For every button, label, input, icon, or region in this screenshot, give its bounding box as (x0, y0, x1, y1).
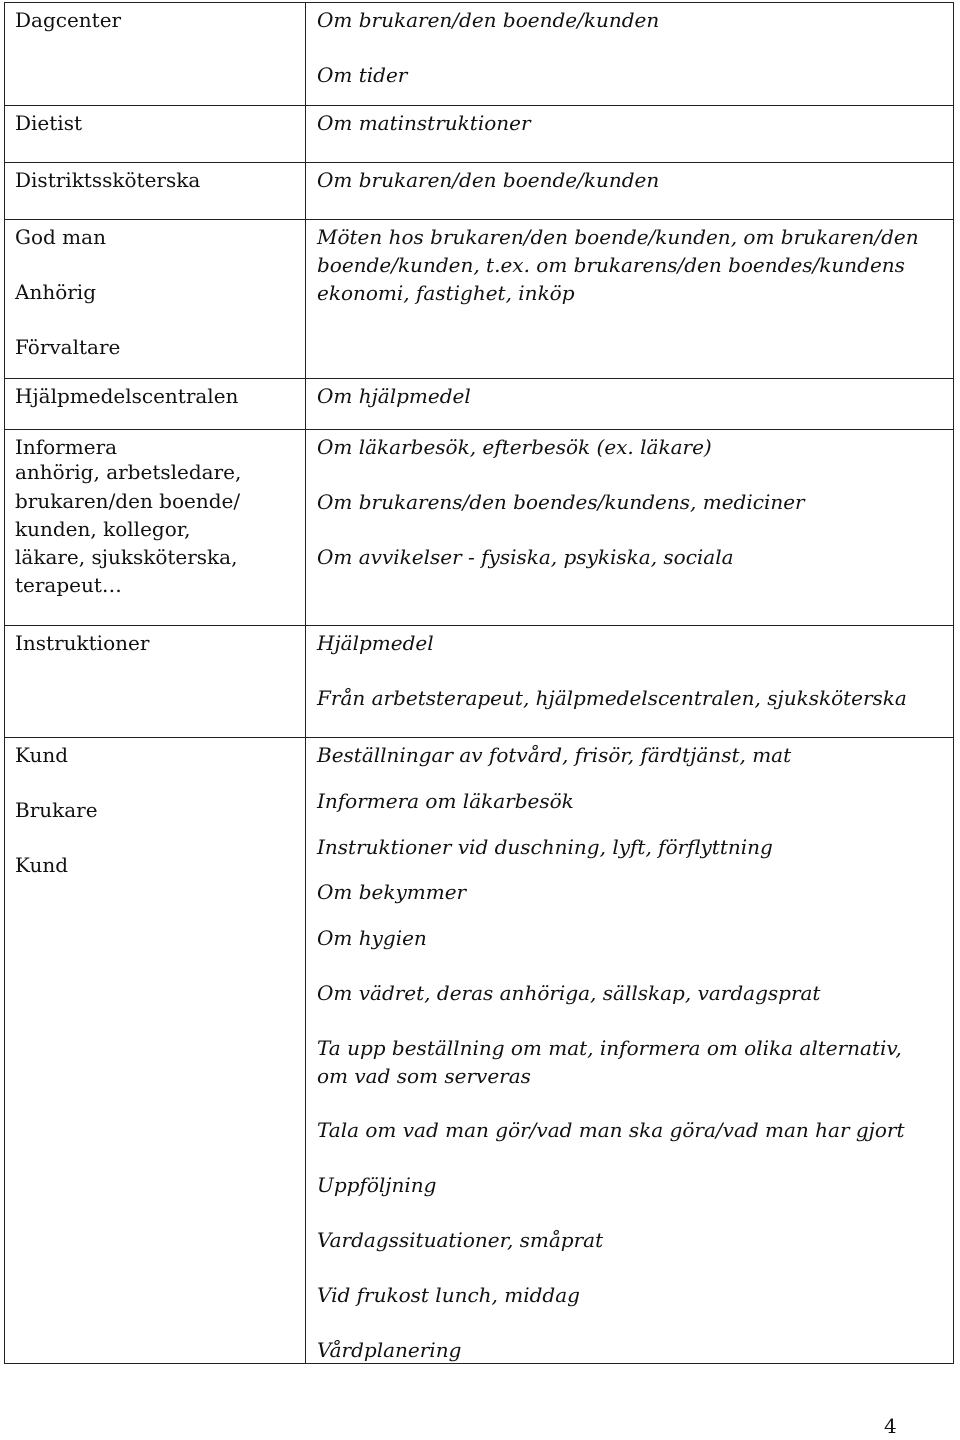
left-cell (5, 626, 306, 738)
left-cell (5, 379, 306, 430)
cell-text: Vårdplanering (317, 1338, 462, 1362)
table-row (5, 626, 954, 738)
left-cell (5, 738, 306, 1364)
table-row (5, 738, 954, 1364)
cell-text: läkare, sjuksköterska, (15, 545, 238, 569)
cell-text: Instruktioner (15, 631, 150, 655)
left-cell (5, 220, 306, 379)
contact-table (4, 2, 954, 1364)
cell-text: Hjälpmedel (317, 631, 434, 655)
cell-text: Möten hos brukaren/den boende/kunden, om brukaren/den boende/kunden, t.ex. om brukarens/den boendes/kundens ekonomi, fastighet, inköp (317, 225, 919, 305)
cell-text: Ta upp beställning om mat, informera om olika alternativ, om vad som serveras (317, 1036, 902, 1088)
cell-text: God man (15, 225, 106, 249)
page-number: 4 (884, 1414, 897, 1438)
cell-text: Informera (15, 435, 118, 459)
cell-text: Från arbetsterapeut, hjälpmedelscentralen, sjuksköterska (317, 686, 907, 710)
right-cell (306, 379, 954, 430)
cell-text: Informera om läkarbesök (317, 789, 574, 813)
right-cell (306, 106, 954, 163)
cell-text: Om vädret, deras anhöriga, sällskap, vardagsprat (317, 981, 821, 1005)
right-cell (306, 163, 954, 220)
cell-text: Om brukaren/den boende/kunden (317, 168, 660, 192)
cell-text: Kund (15, 853, 69, 877)
table-row (5, 379, 954, 430)
table-row (5, 163, 954, 220)
right-cell (306, 430, 954, 626)
cell-text: Tala om vad man gör/vad man ska göra/vad man har gjort (317, 1118, 905, 1142)
left-cell (5, 430, 306, 626)
cell-text: Uppföljning (317, 1173, 437, 1197)
cell-text: Brukare (15, 798, 98, 822)
cell-text: terapeut… (15, 573, 122, 597)
cell-text: Vid frukost lunch, middag (317, 1283, 580, 1307)
cell-text: Om bekymmer (317, 880, 467, 904)
right-cell (306, 626, 954, 738)
cell-text: Dagcenter (15, 8, 122, 32)
cell-text: Om hjälpmedel (317, 384, 471, 408)
table-row (5, 220, 954, 379)
cell-text: Om hygien (317, 926, 427, 950)
cell-text: kunden, kollegor, (15, 517, 191, 541)
left-cell (5, 163, 306, 220)
cell-text: Dietist (15, 111, 83, 135)
right-cell (306, 220, 954, 379)
cell-text: Om läkarbesök, efterbesök (ex. läkare) (317, 435, 712, 459)
cell-text: Beställningar av fotvård, frisör, färdtjänst, mat (317, 743, 792, 767)
table-row (5, 106, 954, 163)
left-cell (5, 106, 306, 163)
cell-text: Om brukaren/den boende/kunden (317, 8, 660, 32)
cell-text: Distriktssköterska (15, 168, 201, 192)
cell-text: Om avvikelser - fysiska, psykiska, sociala (317, 545, 734, 569)
cell-text: Om tider (317, 63, 408, 87)
cell-text: Anhörig (15, 280, 97, 304)
cell-text: Förvaltare (15, 335, 121, 359)
cell-text: Vardagssituationer, småprat (317, 1228, 604, 1252)
table-row (5, 430, 954, 626)
cell-text: Kund (15, 743, 69, 767)
cell-text: brukaren/den boende/ (15, 489, 241, 513)
right-cell (306, 3, 954, 106)
table-row (5, 3, 954, 106)
cell-text: Hjälpmedelscentralen (15, 384, 239, 408)
cell-text: Instruktioner vid duschning, lyft, förflyttning (317, 835, 773, 859)
cell-text: Om brukarens/den boendes/kundens, mediciner (317, 490, 805, 514)
cell-text: anhörig, arbetsledare, (15, 460, 242, 484)
right-cell (306, 738, 954, 1364)
left-cell (5, 3, 306, 106)
cell-text: Om matinstruktioner (317, 111, 531, 135)
